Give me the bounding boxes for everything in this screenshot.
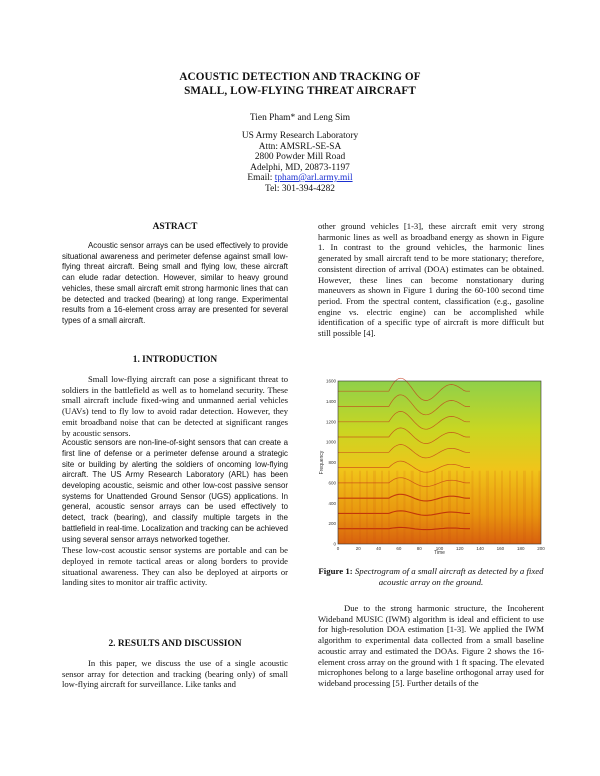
y-tick-label: 0 bbox=[333, 541, 336, 547]
email-label: Email: bbox=[247, 173, 273, 183]
x-tick-label: 80 bbox=[416, 546, 422, 551]
figure-1-caption: Figure 1: Spectrogram of a small aircraft as detected by a fixed acoustic array on the ground. bbox=[318, 566, 544, 587]
affiliation bbox=[0, 131, 600, 194]
intro-paragraph-c: These low-cost acoustic sensor systems are portable and can be deployed in remote tactical areas or along borders to provide situational awareness. They can also be deployed at airports or landing sites to monitor air traffic activity. bbox=[62, 545, 288, 588]
figure-1-label: Figure 1 bbox=[318, 566, 350, 576]
section-1-heading: 1. INTRODUCTION bbox=[132, 355, 218, 365]
y-tick-label: 1600 bbox=[325, 378, 336, 384]
x-tick-label: 0 bbox=[336, 546, 340, 551]
right-continuation-paragraph: other ground vehicles [1-3], these aircraft emit very strong harmonic lines as well as broadband energy as shown in Figure 1. In contrast to the ground vehicles, the harmonic lines generated by small aircraft tend to be more stationary; therefore, consistent direction of arrival (DOA) estimates can be obtained. However, these lines can become nonstationary during maneuvers as shown in Figure 1 during the 60-100 second time period. From the spectral content, classification (e.g., gasoline engine vs. electric engine) can be accomplished while identification of a specific type of aircraft is more difficult but still possible [4]. bbox=[318, 221, 544, 339]
paper-title bbox=[0, 70, 600, 98]
x-axis-label: Time bbox=[434, 550, 445, 556]
y-tick-label: 600 bbox=[328, 480, 336, 486]
affil-street: 2800 Powder Mill Road bbox=[254, 152, 346, 162]
title-line-1: ACOUSTIC DETECTION AND TRACKING OF bbox=[179, 71, 421, 83]
affil-email-line bbox=[0, 173, 600, 184]
x-tick-label: 100 bbox=[435, 546, 444, 551]
authors: Tien Pham* and Leng Sim bbox=[249, 113, 351, 123]
affil-city: Adelphi, MD, 20873-1197 bbox=[250, 162, 350, 173]
x-tick-label: 140 bbox=[476, 546, 484, 551]
x-tick-label: 180 bbox=[516, 546, 525, 551]
x-tick-label: 160 bbox=[496, 546, 505, 551]
intro-paragraph-b: Acoustic sensors are non-line-of-sight sensors that can create a first line of defense or a perimeter defense around a strategic site or building by alerting the soldiers of oncoming low-flying aircraft. The US Army Research Laboratory (ARL) has been developing acoustic, seismic and other low-cost passive sensor systems for Unattended Ground Sensor (UGS) applications. In general, acoustic sensor arrays can be used effectively to detect, track (bearing), and classify multiple targets in the battlefield in real-time. Localization and tracking can be achieved using several sensor arrays networked together. bbox=[62, 438, 288, 544]
y-tick-label: 1200 bbox=[325, 419, 336, 425]
affil-attn: Attn: AMSRL-SE-SA bbox=[258, 141, 342, 152]
title-line-2: SMALL, LOW-FLYING THREAT AIRCRAFT bbox=[184, 85, 416, 97]
y-tick-label: 400 bbox=[328, 500, 336, 506]
x-tick-label: 200 bbox=[537, 546, 545, 551]
affil-tel: Tel: 301-394-4282 bbox=[265, 183, 335, 194]
email-link[interactable]: tpham@arl.army.mil bbox=[274, 173, 353, 183]
x-tick-label: 60 bbox=[396, 546, 402, 551]
y-axis-ticks bbox=[326, 379, 337, 547]
right-paragraph-after-figure: Due to the strong harmonic structure, the Incoherent Wideband MUSIC (IWM) algorithm is ideal and efficient to use for high-resolution DOA estimation [1-3]. We applied the IWM algorithm to experimental data collected from a small baseline acoustic array and estimated the DOAs. Figure 2 shows the 16-element cross array on the ground with 1 ft spacing. The elevated microphones belong to a large baseline orthogonal array used for wideband processing [5]. Further details of the bbox=[318, 603, 544, 688]
y-axis-label: Frequency bbox=[319, 450, 325, 475]
x-tick-label: 40 bbox=[376, 546, 382, 551]
affil-org: US Army Research Laboratory bbox=[241, 131, 359, 141]
y-tick-label: 800 bbox=[328, 460, 336, 465]
section-1-body bbox=[62, 374, 288, 588]
y-tick-label: 200 bbox=[328, 521, 336, 527]
x-tick-label: 120 bbox=[456, 546, 464, 551]
section-2-paragraph: In this paper, we discuss the use of a single acoustic sensor array for detection and tracking (bearing only) of small low-flying aircraft for surveillance. Like tanks and bbox=[62, 658, 288, 690]
abstract-heading: ASTRACT bbox=[152, 222, 198, 232]
figure-1-caption-text: Spectrogram of a small aircraft as detected by a fixed acoustic array on the ground. bbox=[354, 566, 544, 587]
figure-1-spectrogram bbox=[318, 378, 544, 556]
y-tick-label: 1400 bbox=[325, 398, 336, 404]
intro-paragraph-a: Small low-flying aircraft can pose a significant threat to soldiers in the battlefield as well as to homeland security. These small aircraft include fixed-wing and unmanned aerial vehicles (UAVs) tend to fly low to avoid radar detection. However, they emit broadband noise that can be detected at significant ranges by acoustic sensors. bbox=[62, 374, 288, 438]
y-tick-label: 1000 bbox=[325, 439, 336, 445]
section-2-heading: 2. RESULTS AND DISCUSSION bbox=[108, 639, 242, 649]
abstract-text: Acoustic sensor arrays can be used effectively to provide situational awareness and perimeter defense against small low-flying threat aircraft. Being small and flying low, these aircraft can elude radar detection. However, similar to heavy ground vehicles, these small aircraft emit strong harmonic lines that can be detected and tracked (bearing) at long range. Experimental results from a 16-element cross array are presented for several types of a small aircraft. bbox=[62, 241, 288, 325]
x-tick-label: 20 bbox=[355, 546, 361, 551]
spectrogram-plot-area bbox=[338, 378, 541, 544]
